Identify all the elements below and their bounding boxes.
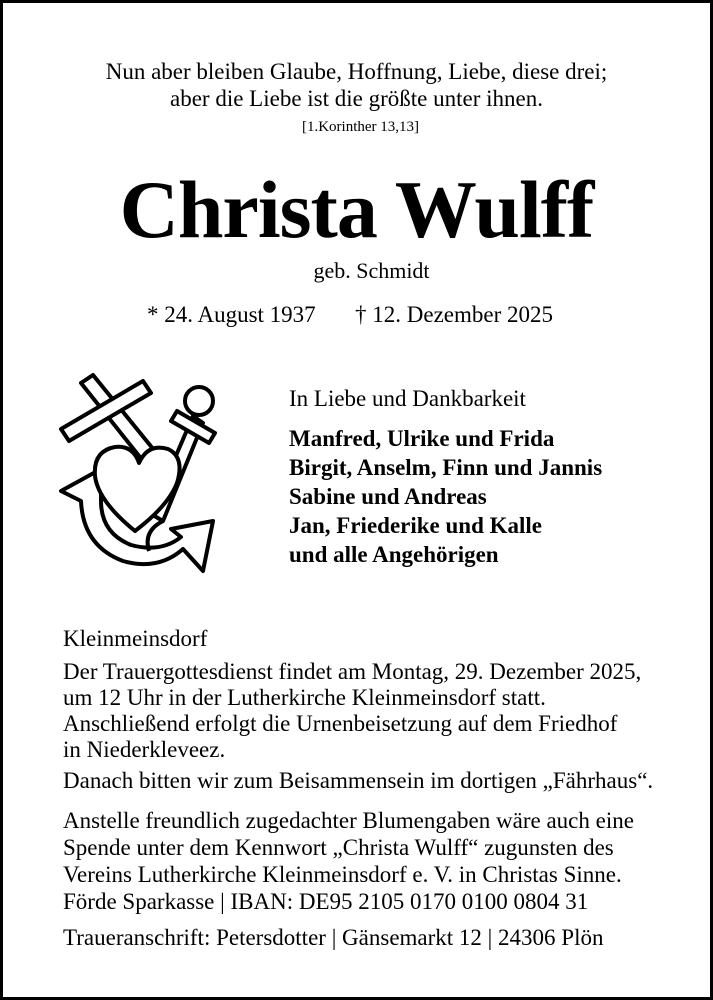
- deceased-name: Christa Wulff: [119, 164, 594, 255]
- verse-reference: [1.Korinther 13,13]: [301, 119, 420, 135]
- service-line: Anschließend erfolgt die Urnenbeisetzung auf dem Friedhof: [63, 711, 618, 736]
- verse-line: aber die Liebe ist die größte unter ihnen.: [170, 86, 543, 111]
- birth-date: * 24. August 1937: [147, 302, 316, 327]
- birth-name: geb. Schmidt: [313, 258, 430, 283]
- service-line: um 12 Uhr in der Lutherkirche Kleinmeinsdorf statt.: [63, 685, 546, 710]
- gathering-text: Danach bitten wir zum Beisammensein im dortigen „Fährhaus“.: [63, 768, 654, 793]
- condolence-address: Traueranschrift: Petersdotter | Gänsemarkt 12 | 24306 Plön: [63, 925, 604, 950]
- mourners-intro: In Liebe und Dankbarkeit: [289, 386, 526, 411]
- verse-line: Nun aber bleiben Glaube, Hoffnung, Liebe, diese drei;: [105, 59, 608, 84]
- donation-line: Spende unter dem Kennwort „Christa Wulff“ zugunsten des: [63, 835, 614, 860]
- mourner-line: Sabine und Andreas: [289, 484, 487, 509]
- service-line: in Niederkleveez.: [63, 737, 226, 762]
- service-line: Der Trauergottesdienst findet am Montag, 29. Dezember 2025,: [63, 659, 642, 684]
- death-date: † 12. Dezember 2025: [355, 302, 553, 327]
- cross-heart-anchor-icon: [53, 371, 218, 581]
- mourner-line: und alle Angehörigen: [289, 542, 499, 567]
- mourner-line: Manfred, Ulrike und Frida: [289, 426, 555, 451]
- mourner-line: Birgit, Anselm, Finn und Jannis: [289, 455, 603, 480]
- donation-line: Vereins Lutherkirche Kleinmeinsdorf e. V. in Christas Sinne.: [63, 862, 622, 887]
- bank-details: Förde Sparkasse | IBAN: DE95 2105 0170 0100 0804 31: [63, 889, 589, 914]
- mourner-line: Jan, Friederike und Kalle: [289, 513, 542, 538]
- donation-line: Anstelle freundlich zugedachter Blumengaben wäre auch eine: [63, 808, 634, 833]
- place: Kleinmeinsdorf: [63, 626, 208, 651]
